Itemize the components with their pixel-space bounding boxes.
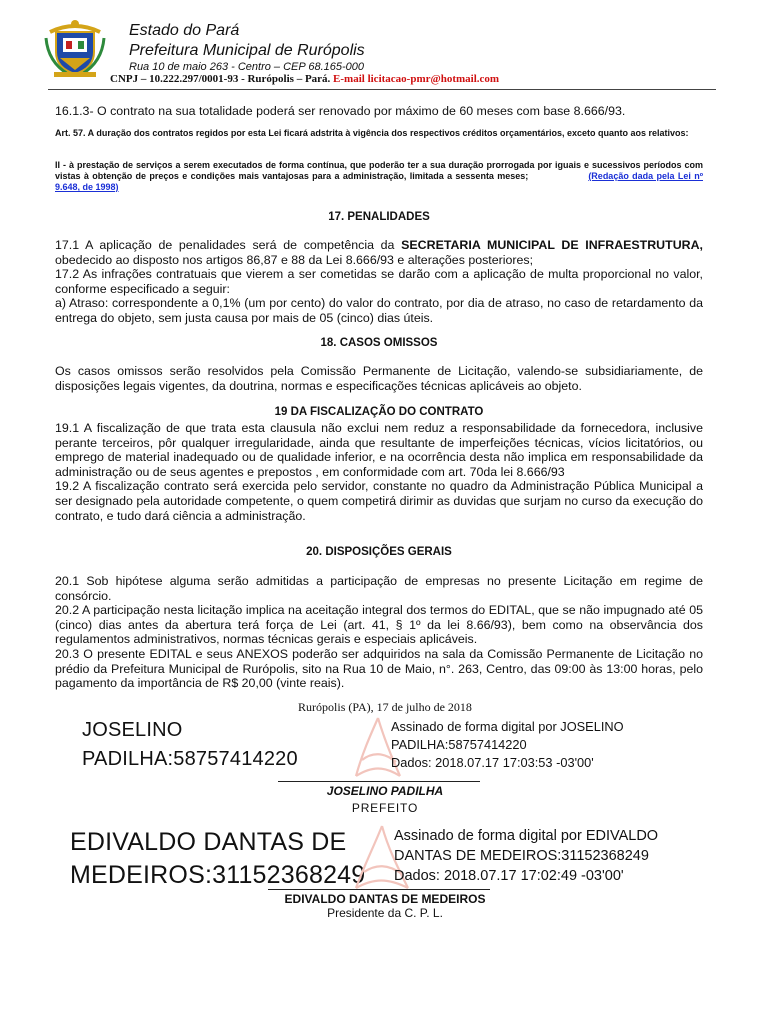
header-state: Estado do Pará — [129, 22, 240, 39]
art-57-text: Art. 57. A duração dos contratos regidos por esta Lei ficará adstrita à vigência dos respectivos créditos orçamentários, exceto quanto aos relativos: — [55, 128, 689, 138]
section-19-heading-wrap — [55, 406, 703, 418]
clause-17-2-a: a) Atraso: correspondente a 0,1% (um por cento) do valor do contrato, por dia de atraso, no caso de retardamento da entrega do objeto, sem justa causa por mais de 05 (cinco) dias úteis. — [55, 296, 703, 325]
signature-2-role: Presidente da C. P. L. — [327, 906, 443, 920]
header-cnpj: CNPJ – 10.222.297/0001-93 - Rurópolis – Pará. — [110, 73, 331, 85]
signature-1-role: PREFEITO — [351, 801, 419, 815]
section-20-heading: 20. DISPOSIÇÕES GERAIS — [306, 546, 452, 558]
clause-16-1-3-text: 16.1.3- O contrato na sua totalidade poderá ser renovado por máximo de 60 meses com base 8.666/93. — [55, 104, 626, 118]
signature-1-digital — [391, 718, 624, 772]
clause-17-1-c: obedecido ao disposto nos artigos 86,87 e 88 da Lei 8.666/93 e alterações posteriores; — [55, 252, 534, 267]
signature-2-digital-line2: DANTAS DE MEDEIROS:31152368249 — [394, 848, 649, 864]
header-cnpj-line — [110, 73, 499, 85]
section-18-heading-wrap — [55, 337, 703, 349]
header-email[interactable]: E-mail licitacao-pmr@hotmail.com — [333, 73, 500, 85]
date-line: Rurópolis (PA), 17 de julho de 2018 — [298, 700, 472, 714]
clause-17-1-secretaria: SECRETARIA MUNICIPAL DE INFRAESTRUTURA, — [401, 238, 703, 252]
clause-19-1: 19.1 A fiscalização de que trata esta clausula não exclui nem reduz a responsabilidade da fornecedora, inclusive perante terceiros, pôr qualquer irregularidade, ainda que resultante de imperfeições técnicas, vícios licitatórios, ou emprego de material inadequado ou de qualidade inferior, e na ocorrência desta não implica em responsabilidade da administração ou de seus agentes e prepostos , em conformidade com art. 70da lei 8.666/93 — [55, 421, 703, 479]
inciso-ii-link[interactable]: (Redação dada pela Lei nº 9.648, de 1998) — [55, 171, 703, 192]
header-address: Rua 10 de maio 263 - Centro – CEP 68.165-000 — [129, 61, 365, 73]
section-20-heading-wrap — [55, 546, 703, 558]
inciso-ii-text: II - à prestação de serviços a serem executados de forma contínua, que poderão ter a sua duração prorrogada por iguais e sucessivos períodos com vistas à obtenção de preços e condições mais vantajosas para a administração, limitada a sessenta meses; — [55, 160, 703, 181]
clause-20-1: 20.1 Sob hipótese alguma serão admitidas a participação de empresas no presente Licitação em regime de consórcio. — [55, 574, 703, 603]
signature-1-digital-line2: PADILHA:58757414220 — [391, 737, 527, 752]
section-19-body — [55, 421, 703, 523]
signature-2-printed-name: EDIVALDO DANTAS DE MEDEIROS — [284, 892, 486, 906]
signature-2-digital-line3: Dados: 2018.07.17 17:02:49 -03'00' — [394, 868, 624, 884]
clause-17-1 — [55, 238, 703, 267]
signature-2-digital — [394, 826, 658, 886]
section-17-body — [55, 238, 703, 326]
clause-18-text: Os casos omissos serão resolvidos pela Comissão Permanente de Licitação, valendo-se subsidiariamente, de disposições legais vigentes, da doutrina, normas e especificações técnicas aplicáveis ao objeto. — [55, 364, 703, 393]
clause-17-2: 17.2 As infrações contratuais que vierem a ser cometidas se darão com a aplicação de multa proporcional no valor, conforme especificado a seguir: — [55, 267, 703, 296]
art-57 — [55, 128, 703, 139]
inciso-ii — [55, 160, 703, 193]
inciso-ii-paragraph — [55, 160, 703, 193]
section-19-heading: 19 DA FISCALIZAÇÃO DO CONTRATO — [274, 406, 484, 418]
signature-2-digital-line1: Assinado de forma digital por EDIVALDO — [394, 828, 659, 844]
section-18-body — [55, 364, 703, 393]
signature-2-name-line1: EDIVALDO DANTAS DE — [70, 828, 347, 856]
header-prefeitura: Prefeitura Municipal de Rurópolis — [129, 42, 365, 59]
section-18-heading: 18. CASOS OMISSOS — [320, 337, 438, 349]
signature-2-name-line2: MEDEIROS:31152368249 — [70, 861, 366, 889]
clause-20-3: 20.3 O presente EDITAL e seus ANEXOS poderão ser adquiridos na sala da Comissão Permanente de Licitação no prédio da Prefeitura Municipal de Rurópolis, sito na Rua 10 de Maio, n°. 263, Centro, das 09:00 às 13:00 horas, pelo pagamento da importância de R$ 20,00 (vinte reais). — [55, 646, 703, 691]
clause-16-1-3 — [55, 104, 703, 119]
clause-20-2: 20.2 A participação nesta licitação implica na aceitação integral dos termos do EDITAL, que se não impugnado até 05 (cinco) dias antes da abertura terá força de Lei (art. 41, § 1º da lei 8.66/93), bem como na observância dos regulamentos administrativos, normas técnicas gerais e especiais aplicáveis. — [55, 603, 703, 647]
signature-1-line — [278, 781, 480, 782]
signature-1-digital-line1: Assinado de forma digital por JOSELINO — [391, 719, 624, 734]
municipal-crest-icon — [44, 18, 106, 78]
signature-2-name — [70, 826, 365, 892]
clause-19-2: 19.2 A fiscalização contrato será exercida pelo servidor, constante no quadro da Administração Pública Municipal a ser designado pela autoridade competente, o quem competirá dirimir as duvidas que surjam no curso da execução do contrato, e tudo dará ciência a administração. — [55, 479, 703, 523]
signature-1-printed-name: JOSELINO PADILHA — [326, 784, 444, 798]
signature-1-name-line1: JOSELINO — [82, 719, 183, 741]
signature-2-line — [268, 889, 490, 890]
clause-17-1-a: 17.1 A aplicação de penalidades será de competência da — [55, 238, 402, 252]
header-divider — [48, 89, 716, 90]
section-20-body — [55, 574, 703, 691]
section-17-heading-wrap — [55, 211, 703, 223]
signature-1-digital-line3: Dados: 2018.07.17 17:03:53 -03'00' — [391, 755, 594, 770]
signature-1-name — [82, 716, 298, 774]
signature-1-name-line2: PADILHA:58757414220 — [82, 748, 298, 770]
section-17-heading: 17. PENALIDADES — [328, 211, 430, 223]
